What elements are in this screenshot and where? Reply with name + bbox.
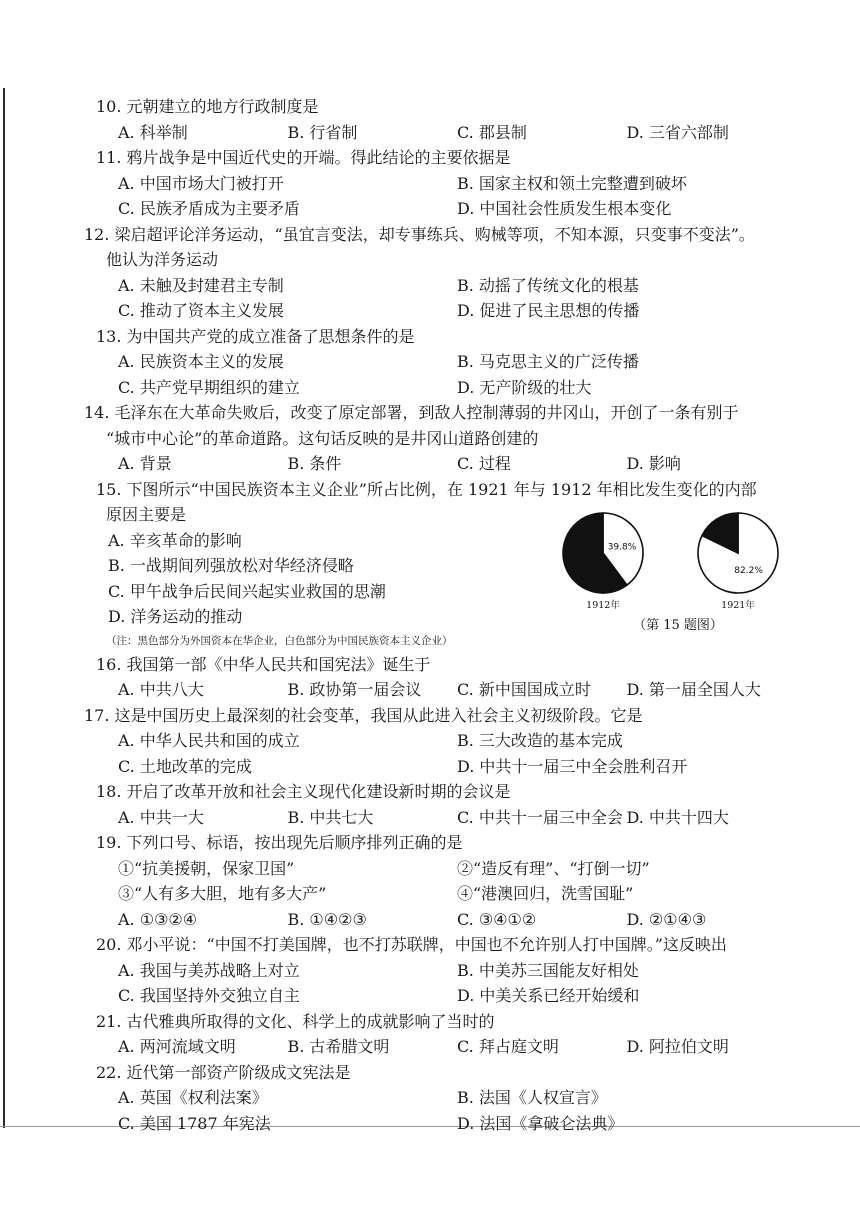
- option-d: D. 三省六部制: [626, 122, 729, 142]
- option-d: D. 中共十四大: [626, 807, 729, 827]
- option-c: C. 民族矛盾成为主要矛盾: [118, 199, 300, 218]
- option-c: C. 中共十一届三中全会: [457, 807, 623, 827]
- option-a: A. 英国《权利法案》: [118, 1088, 268, 1107]
- option-d: D. 无产阶级的壮大: [457, 377, 592, 397]
- option-a: A. ①③②④: [118, 909, 198, 929]
- question-stem-continued: 他认为洋务运动: [106, 250, 219, 269]
- question-stem: 21. 古代雅典所取得的文化、科学上的成就影响了当时的: [96, 1011, 495, 1031]
- option-d: D. ②①④③: [626, 909, 707, 929]
- option-b: B. 古希腊文明: [287, 1037, 390, 1056]
- question-15-text-column: [96, 502, 526, 652]
- question-18: [96, 779, 796, 830]
- pie-chart-figure: [548, 505, 798, 635]
- question-stem: 13. 为中国共产党的成立准备了思想条件的是: [96, 326, 415, 346]
- option-b: B. 行省制: [287, 122, 358, 142]
- option-b: B. ①④②③: [287, 909, 367, 929]
- options: [96, 958, 796, 1009]
- question-11: [96, 145, 796, 222]
- statement-items: [96, 856, 796, 907]
- option-a: A. 辛亥革命的影响: [108, 530, 242, 550]
- options: [96, 451, 796, 477]
- option-c: C. 土地改革的完成: [118, 756, 252, 776]
- question-10: [96, 94, 796, 145]
- option-c: C. 美国 1787 年宪法: [118, 1113, 271, 1133]
- question-20: [96, 932, 796, 1009]
- options: [96, 120, 796, 146]
- question-stem-continued: “城市中心论”的革命道路。这句话反映的是井冈山道路创建的: [106, 428, 539, 448]
- option-b: B. 条件: [287, 454, 342, 473]
- question-stem: 12. 梁启超评论洋务运动，“虽宜言变法，却专事练兵、购械等项，不知本源，只变事不变法”。: [84, 224, 755, 244]
- exam-sheet: [84, 94, 796, 1136]
- options: [96, 273, 796, 324]
- question-stem: 17. 这是中国历史上最深刻的社会变革，我国从此进入社会主义初级阶段。它是: [84, 705, 643, 725]
- question-stem: 20. 邓小平说：“中国不打美国牌，也不打苏联牌，中国也不允许别人打中国牌。”这反映出: [96, 935, 727, 954]
- options: [96, 1085, 796, 1136]
- question-stem: 22. 近代第一部资产阶级成文宪法是: [96, 1062, 351, 1082]
- options: [96, 907, 796, 933]
- options: [96, 349, 796, 400]
- pie-year-label-1: 1921年: [721, 599, 755, 611]
- options: [96, 677, 796, 703]
- option-a: A. 中华人民共和国的成立: [118, 731, 300, 750]
- option-a: A. 两河流域文明: [118, 1037, 236, 1056]
- option-d: D. 中共十一届三中全会胜利召开: [457, 756, 688, 776]
- option-a: A. 中国市场大门被打开: [118, 173, 284, 193]
- statement-1: ①“抗美援朝，保家卫国”: [118, 858, 295, 878]
- option-d: D. 中国社会性质发生根本变化: [457, 199, 672, 218]
- pie-data-label-1: 82.2%: [734, 565, 763, 576]
- option-c: C. 我国坚持外交独立自主: [118, 986, 300, 1005]
- question-stem: 11. 鸦片战争是中国近代史的开端。得此结论的主要依据是: [96, 148, 511, 167]
- option-d: D. 第一届全国人大: [626, 680, 761, 699]
- option-a: A. 未触及封建君主专制: [118, 275, 284, 295]
- question-stem: 15. 下图所示“中国民族资本主义企业”所占比例，在 1921 年与 1912 年相比发生变化的内部: [96, 479, 757, 499]
- option-b: B. 中共七大: [287, 807, 374, 827]
- option-b: B. 马克思主义的广泛传播: [457, 352, 639, 371]
- question-stem-continued: 原因主要是: [106, 505, 187, 524]
- options: [96, 728, 796, 779]
- question-21: [96, 1009, 796, 1060]
- option-c: C. 过程: [457, 454, 511, 473]
- question-stem: 10. 元朝建立的地方行政制度是: [96, 97, 319, 116]
- option-d: D. 阿拉伯文明: [626, 1037, 729, 1056]
- option-c: C. 甲午战争后民间兴起实业救国的思潮: [108, 581, 386, 601]
- option-d: D. 中美关系已经开始缓和: [457, 986, 640, 1005]
- question-14: [84, 400, 796, 477]
- option-a: A. 民族资本主义的发展: [118, 352, 284, 371]
- option-c: C. 拜占庭文明: [457, 1037, 559, 1056]
- option-d: D. 影响: [626, 454, 681, 473]
- option-b: B. 法国《人权宣言》: [457, 1088, 607, 1107]
- option-a: A. 我国与美苏战略上对立: [118, 960, 300, 980]
- option-c: C. 郡县制: [457, 122, 527, 142]
- question-17: [84, 703, 796, 780]
- question-stem: 14. 毛泽东在大革命失败后，改变了原定部署，到敌人控制薄弱的井冈山，开创了一条有别于: [84, 403, 739, 422]
- statement-4: ④“港澳回归，洗雪国耻”: [457, 884, 634, 903]
- figure-caption: （第 15 题图）: [633, 617, 723, 633]
- statement-2: ②“造反有理”、“打倒一切”: [457, 858, 650, 878]
- chart-note: （注：黑色部分为外国资本在华企业，白色部分为中国民族资本主义企业）: [106, 634, 453, 647]
- option-a: A. 中共一大: [118, 807, 204, 827]
- page-edge-left: [3, 88, 5, 1128]
- option-c: C. ③④①②: [457, 909, 537, 929]
- option-b: B. 国家主权和领土完整遭到破坏: [457, 173, 687, 193]
- option-d: D. 洋务运动的推动: [108, 607, 243, 626]
- option-d: D. 促进了民主思想的传播: [457, 301, 640, 320]
- option-c: C. 共产党早期组织的建立: [118, 377, 300, 397]
- pie-year-label-0: 1912年: [586, 599, 620, 611]
- question-stem: 16. 我国第一部《中华人民共和国宪法》诞生于: [96, 654, 431, 674]
- option-a: A. 科举制: [118, 122, 188, 142]
- option-a: A. 背景: [118, 454, 172, 473]
- question-stem: 19. 下列口号、标语，按出现先后顺序排列正确的是: [96, 833, 463, 852]
- option-c: C. 新中国国成立时: [457, 680, 591, 699]
- question-12: [84, 222, 796, 324]
- option-b: B. 三大改造的基本完成: [457, 731, 623, 750]
- option-b: B. 政协第一届会议: [287, 680, 422, 699]
- option-c: C. 推动了资本主义发展: [118, 301, 284, 320]
- option-b: B. 一战期间列强放松对华经济侵略: [108, 556, 354, 575]
- options: [96, 1034, 796, 1060]
- question-19: [96, 830, 796, 932]
- question-22: [96, 1060, 796, 1137]
- option-d: D. 法国《拿破仑法典》: [457, 1113, 624, 1133]
- options: [96, 805, 796, 831]
- option-a: A. 中共八大: [118, 680, 204, 699]
- option-b: B. 动摇了传统文化的根基: [457, 275, 639, 295]
- question-16: [96, 652, 796, 703]
- pie-data-label-0: 39.8%: [607, 542, 637, 553]
- question-15: [96, 477, 796, 652]
- question-13: [96, 324, 796, 401]
- options: [96, 171, 796, 222]
- statement-3: ③“人有多大胆，地有多大产”: [118, 884, 327, 903]
- option-b: B. 中美苏三国能友好相处: [457, 960, 639, 980]
- question-stem: 18. 开启了改革开放和社会主义现代化建设新时期的会议是: [96, 782, 511, 801]
